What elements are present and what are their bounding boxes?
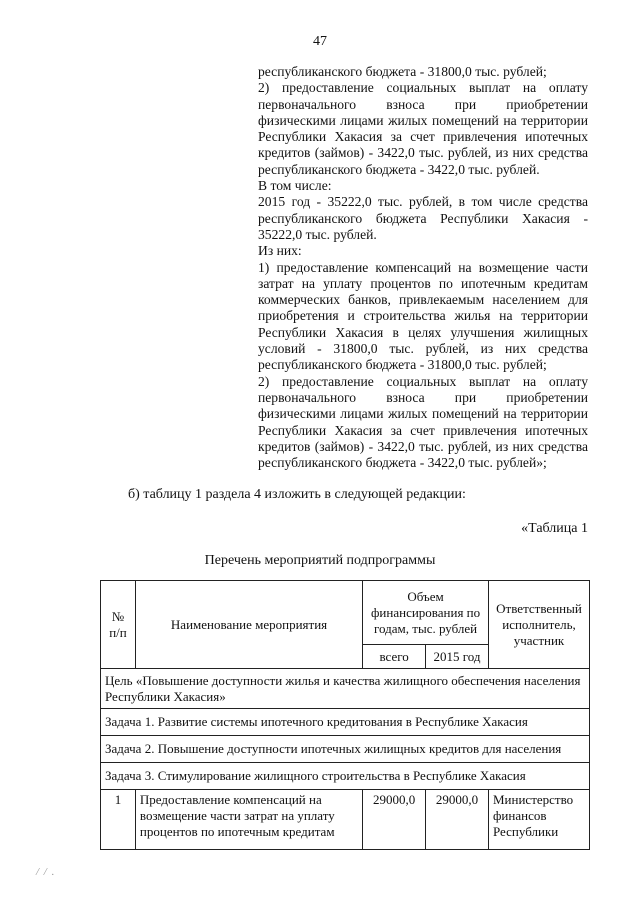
paragraph: Из них: <box>258 243 302 259</box>
paragraph: В том числе: <box>258 178 332 194</box>
table-row <box>101 736 590 763</box>
paragraph: 1) предоставление компенсаций на возмещение части затрат на уплату процентов по ипотечным кредитам коммерческих банков, привлекаемым населением для приобретения и строительства жилья на территории Республики Хакасия в целях улучшения жилищных условий - 31800,0 тыс. рублей, из них средства республиканского бюджета - 31800,0 тыс. рублей; <box>258 259 588 373</box>
paragraph: 2) предоставление социальных выплат на оплату первоначального взноса при приобретении физическими лицами жилых помещений на территории Республики Хакасия за счет привлечения ипотечных кредитов (займов) - 3422,0 тыс. рублей, из них средства республиканского бюджета - 3422,0 тыс. рублей. <box>258 80 588 177</box>
table-header-row <box>101 581 590 645</box>
task-row: Задача 1. Развитие системы ипотечного кредитования в Республике Хакасия <box>101 709 590 736</box>
measures-table <box>100 580 590 850</box>
scan-mark: / / . <box>36 866 56 878</box>
paragraph: республиканского бюджета - 31800,0 тыс. рублей; <box>258 64 547 79</box>
paragraph: 2015 год - 35222,0 тыс. рублей, в том числе средства республиканского бюджета Республики Хакасия - 35222,0 тыс. рублей. <box>258 194 588 242</box>
header-responsible: Ответственный исполнитель, участник <box>489 581 590 669</box>
task-row: Задача 2. Повышение доступности ипотечных жилищных кредитов для населения <box>101 736 590 763</box>
row-responsible: Министерство финансов Республики <box>489 790 590 850</box>
amendment-paragraph: б) таблицу 1 раздела 4 изложить в следующей редакции: <box>128 487 466 502</box>
row-2015: 29000,0 <box>426 790 489 850</box>
paragraph: 2) предоставление социальных выплат на оплату первоначального взноса при приобретении физическими лицами жилых помещений на территории Республики Хакасия за счет привлечения ипотечных кредитов (займов) - 3422,0 тыс. рублей, из них средства республиканского бюджета - 3422,0 тыс. рублей»; <box>258 373 588 471</box>
row-name: Предоставление компенсаций на возмещение части затрат на уплату процентов по ипотечным кредитам <box>135 790 362 850</box>
table-row <box>101 790 590 850</box>
row-number: 1 <box>101 790 136 850</box>
row-total: 29000,0 <box>363 790 426 850</box>
table-row <box>101 709 590 736</box>
table-title: Перечень мероприятий подпрограммы <box>204 553 436 568</box>
header-total: всего <box>363 645 426 669</box>
table-reference: «Таблица 1 <box>521 521 588 536</box>
text-column <box>258 64 588 471</box>
header-name: Наименование мероприятия <box>135 581 362 669</box>
header-number: № п/п <box>101 581 136 669</box>
goal-row: Цель «Повышение доступности жилья и качества жилищного обеспечения населения Республики Хакасия» <box>101 669 590 709</box>
table-row <box>101 669 590 709</box>
header-volume: Объем финансирования по годам, тыс. рублей <box>363 581 489 645</box>
table-row <box>101 763 590 790</box>
task-row: Задача 3. Стимулирование жилищного строительства в Республике Хакасия <box>101 763 590 790</box>
page-number: 47 <box>313 34 327 49</box>
header-2015: 2015 год <box>426 645 489 669</box>
